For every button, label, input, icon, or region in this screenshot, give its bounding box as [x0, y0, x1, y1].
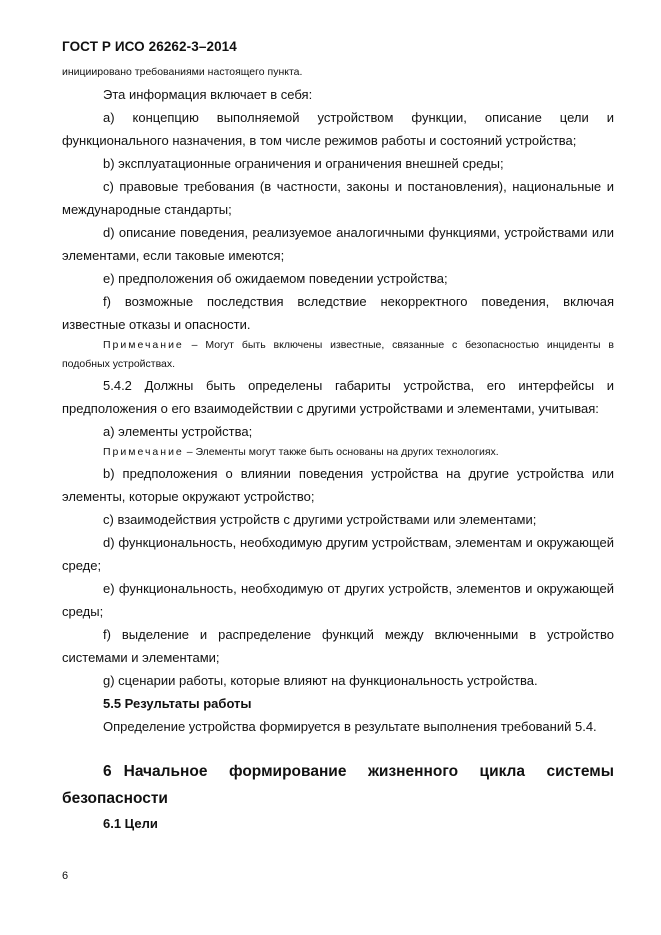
section-5-5-text: Определение устройства формируется в результате выполнения требований 5.4. [103, 719, 597, 734]
page-number: 6 [62, 870, 69, 882]
document-body [62, 66, 614, 835]
section-6-1-heading: 6.1 Цели [103, 816, 158, 831]
list-item-e: e) предположения об ожидаемом поведении устройства; [103, 271, 448, 286]
note-1 [62, 336, 614, 374]
list-item-c: c) взаимодействия устройств с другими устройствами или элементами; [103, 512, 537, 527]
list-item-f: f) выделение и распределение функций между включенными в устройство системами и элементами; [62, 627, 614, 665]
clause-5-4-2: 5.4.2 Должны быть определены габариты устройства, его интерфейсы и предположения о его взаимодействии с другими устройствами и элементами, учитывая: [62, 378, 614, 416]
list-item-d: d) описание поведения, реализуемое аналогичными функциями, устройствами или элементами, если таковые имеются; [62, 225, 614, 263]
note-2 [62, 443, 614, 462]
document-header: ГОСТ Р ИСО 26262-3–2014 [62, 39, 237, 54]
intro-line: инициировано требованиями настоящего пункта. [62, 66, 303, 78]
list-item-b: b) эксплуатационные ограничения и ограничения внешней среды; [103, 156, 504, 171]
list-item-c: c) правовые требования (в частности, законы и постановления), национальные и международные стандарты; [62, 179, 614, 217]
list-item-b: b) предположения о влиянии поведения устройства на другие устройства или элементы, которые окружают устройство; [62, 466, 614, 504]
note-label: Примечание [103, 446, 184, 458]
section-6-heading [62, 758, 614, 812]
note-label: Примечание [103, 339, 184, 351]
list-item-e: e) функциональность, необходимую от других устройств, элементов и окружающей среды; [62, 581, 614, 619]
list-item-f: f) возможные последствия вследствие некорректного поведения, включая известные отказы и опасности. [62, 294, 614, 332]
list-item-g: g) сценарии работы, которые влияют на функциональность устройства. [103, 673, 538, 688]
list-item-a: a) элементы устройства; [103, 424, 253, 439]
section-6-title: Начальное формирование жизненного цикла системы безопасности [62, 763, 614, 807]
note-text: – Могут быть включены известные, связанные с безопасностью инциденты в подобных устройствах. [62, 339, 614, 370]
list-item-d: d) функциональность, необходимую другим устройствам, элементам и окружающей среде; [62, 535, 614, 573]
section-6-number: 6 [103, 763, 112, 780]
section-5-5-heading: 5.5 Результаты работы [103, 696, 252, 711]
list-item-a: a) концепцию выполняемой устройством функции, описание цели и функционального назначения, в том числе режимов работы и состояний устройства; [62, 110, 614, 148]
paragraph: Эта информация включает в себя: [103, 87, 313, 102]
note-text: – Элементы могут также быть основаны на других технологиях. [186, 446, 499, 458]
